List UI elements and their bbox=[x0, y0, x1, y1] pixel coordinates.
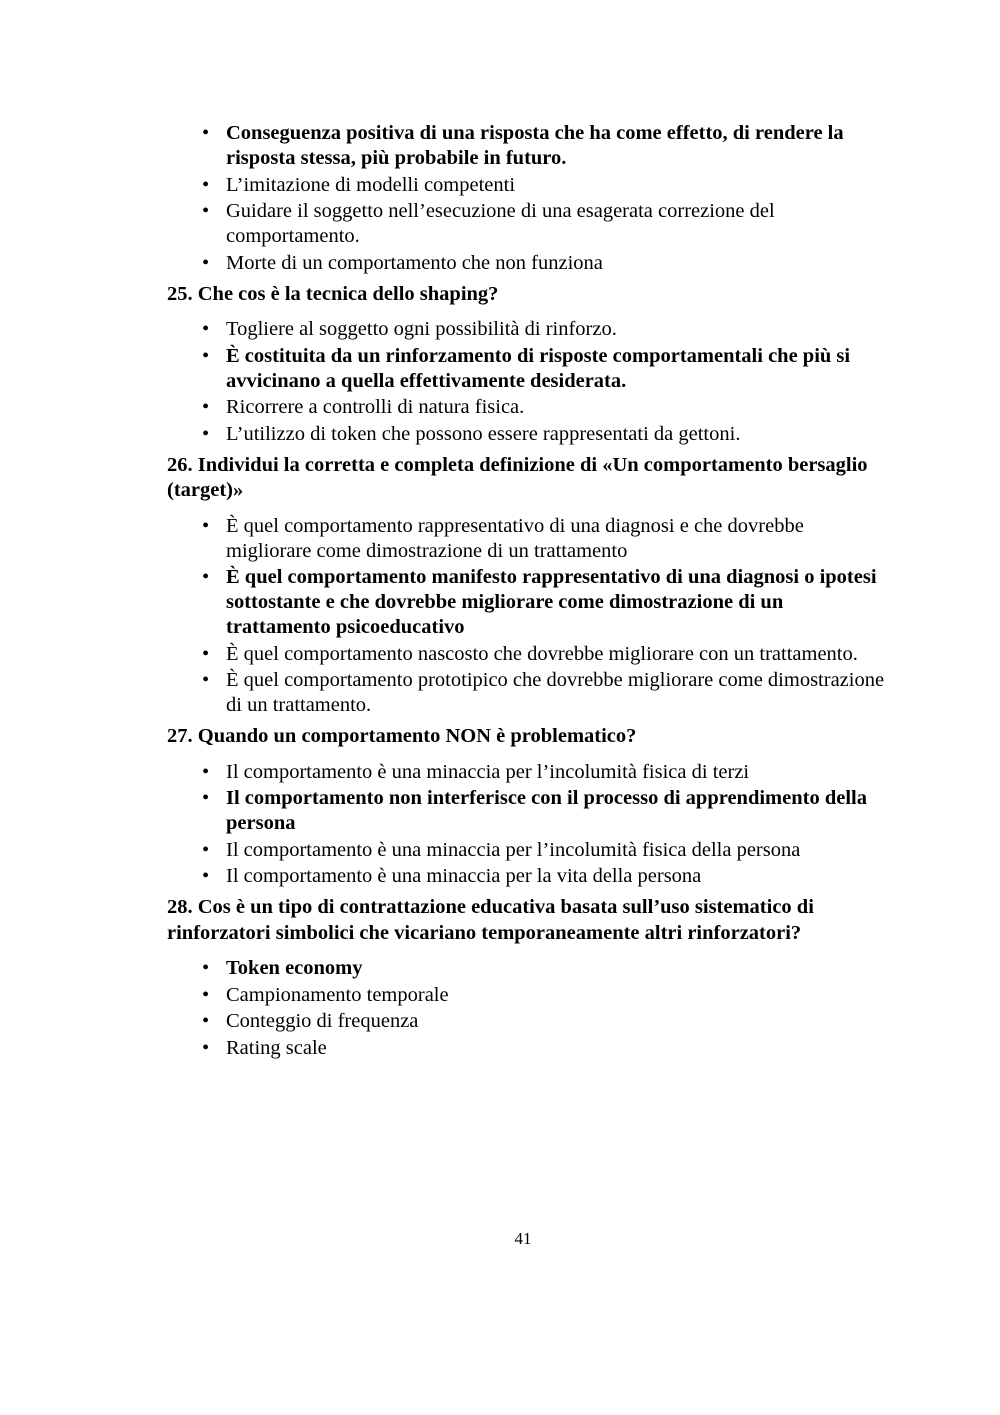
answer-correct bbox=[167, 786, 887, 836]
answer bbox=[167, 395, 887, 420]
bullet-icon: • bbox=[202, 200, 210, 222]
answer-list bbox=[167, 760, 887, 890]
question-title: 25. Che cos è la tecnica dello shaping? bbox=[167, 282, 499, 305]
answer bbox=[167, 251, 887, 276]
answer-text: Il comportamento è una minaccia per la vita della persona bbox=[226, 865, 702, 887]
bullet-icon: • bbox=[202, 1010, 210, 1032]
answer bbox=[167, 422, 887, 447]
bullet-icon: • bbox=[202, 838, 210, 861]
answer-list bbox=[167, 956, 887, 1061]
bullet-icon: • bbox=[202, 422, 210, 445]
answer-text: Guidare il soggetto nell’esecuzione di una esagerata correzione del comportamento. bbox=[226, 200, 775, 247]
answer-text: Campionamento temporale bbox=[226, 983, 449, 1006]
answer-correct bbox=[167, 344, 887, 394]
answer bbox=[167, 199, 887, 249]
bullet-icon: • bbox=[202, 669, 210, 691]
answer bbox=[167, 173, 887, 198]
question-title: 26. Individui la corretta e completa definizione di «Un comportamento bersaglio (target)» bbox=[167, 453, 868, 501]
answer-text: Togliere al soggetto ogni possibilità di rinforzo. bbox=[226, 318, 617, 340]
answer-text: Conteggio di frequenza bbox=[226, 1010, 419, 1032]
bullet-icon: • bbox=[202, 787, 210, 809]
answer bbox=[167, 1036, 887, 1061]
question-block-26 bbox=[167, 453, 887, 719]
bullet-icon: • bbox=[202, 566, 210, 588]
bullet-icon: • bbox=[202, 514, 210, 537]
answer-list bbox=[167, 514, 887, 719]
answer bbox=[167, 838, 887, 863]
question-block-28 bbox=[167, 895, 887, 1061]
answer bbox=[167, 864, 887, 889]
answer-text: Rating scale bbox=[226, 1036, 327, 1059]
answer-list bbox=[167, 317, 887, 447]
answer-text: È quel comportamento prototipico che dovrebbe migliorare come dimostrazione di un trattamento. bbox=[226, 669, 885, 716]
bullet-icon: • bbox=[202, 318, 210, 340]
question-title: 27. Quando un comportamento NON è problematico? bbox=[167, 725, 637, 747]
answer-text: È quel comportamento manifesto rappresentativo di una diagnosi o ipotesi sottostante e che dovrebbe migliorare come dimostrazione di un trattamento psicoeducativo bbox=[226, 566, 877, 638]
answer-text: Il comportamento è una minaccia per l’incolumità fisica di terzi bbox=[226, 760, 750, 783]
answer bbox=[167, 317, 887, 342]
bullet-icon: • bbox=[202, 1036, 210, 1059]
bullet-icon: • bbox=[202, 865, 210, 887]
answer-text: Il comportamento non interferisce con il processo di apprendimento della persona bbox=[226, 787, 867, 834]
question-title: 28. Cos è un tipo di contrattazione educativa basata sull’uso sistematico di rinforzatori simbolici che vicariano temporaneamente altri rinforzatori? bbox=[167, 896, 814, 944]
answer-text: Conseguenza positiva di una risposta che ha come effetto, di rendere la risposta stessa, più probabile in futuro. bbox=[226, 122, 844, 169]
bullet-icon: • bbox=[202, 957, 210, 979]
answer bbox=[167, 1009, 887, 1034]
answer-list bbox=[167, 121, 887, 276]
page-number: 41 bbox=[514, 1229, 532, 1248]
answer bbox=[167, 514, 887, 564]
bullet-icon: • bbox=[202, 251, 210, 274]
answer-correct bbox=[167, 956, 887, 981]
answer bbox=[167, 668, 887, 718]
answer-text: Token economy bbox=[226, 957, 363, 979]
answer-text: È costituita da un rinforzamento di risposte comportamentali che più si avvicinano a quella effettivamente desiderata. bbox=[226, 344, 851, 392]
answer-text: Ricorrere a controlli di natura fisica. bbox=[226, 396, 525, 418]
answer bbox=[167, 983, 887, 1008]
answer-text: Morte di un comportamento che non funziona bbox=[226, 251, 603, 274]
bullet-icon: • bbox=[202, 396, 210, 418]
answer-text: L’utilizzo di token che possono essere rappresentati da gettoni. bbox=[226, 422, 741, 445]
answer-correct bbox=[167, 121, 887, 171]
question-block-27 bbox=[167, 724, 887, 889]
answer-correct bbox=[167, 565, 887, 640]
page-content bbox=[167, 121, 887, 1067]
answer bbox=[167, 642, 887, 667]
bullet-icon: • bbox=[202, 122, 210, 144]
leading-answer-block bbox=[167, 121, 887, 276]
bullet-icon: • bbox=[202, 173, 210, 196]
bullet-icon: • bbox=[202, 760, 210, 783]
answer-text: È quel comportamento nascosto che dovrebbe migliorare con un trattamento. bbox=[226, 642, 858, 665]
bullet-icon: • bbox=[202, 344, 210, 367]
answer-text: Il comportamento è una minaccia per l’incolumità fisica della persona bbox=[226, 838, 801, 861]
answer-text: L’imitazione di modelli competenti bbox=[226, 173, 516, 196]
bullet-icon: • bbox=[202, 642, 210, 665]
bullet-icon: • bbox=[202, 983, 210, 1006]
answer bbox=[167, 760, 887, 785]
question-block-25 bbox=[167, 282, 887, 447]
answer-text: È quel comportamento rappresentativo di una diagnosi e che dovrebbe migliorare come dimostrazione di un trattamento bbox=[226, 514, 804, 562]
